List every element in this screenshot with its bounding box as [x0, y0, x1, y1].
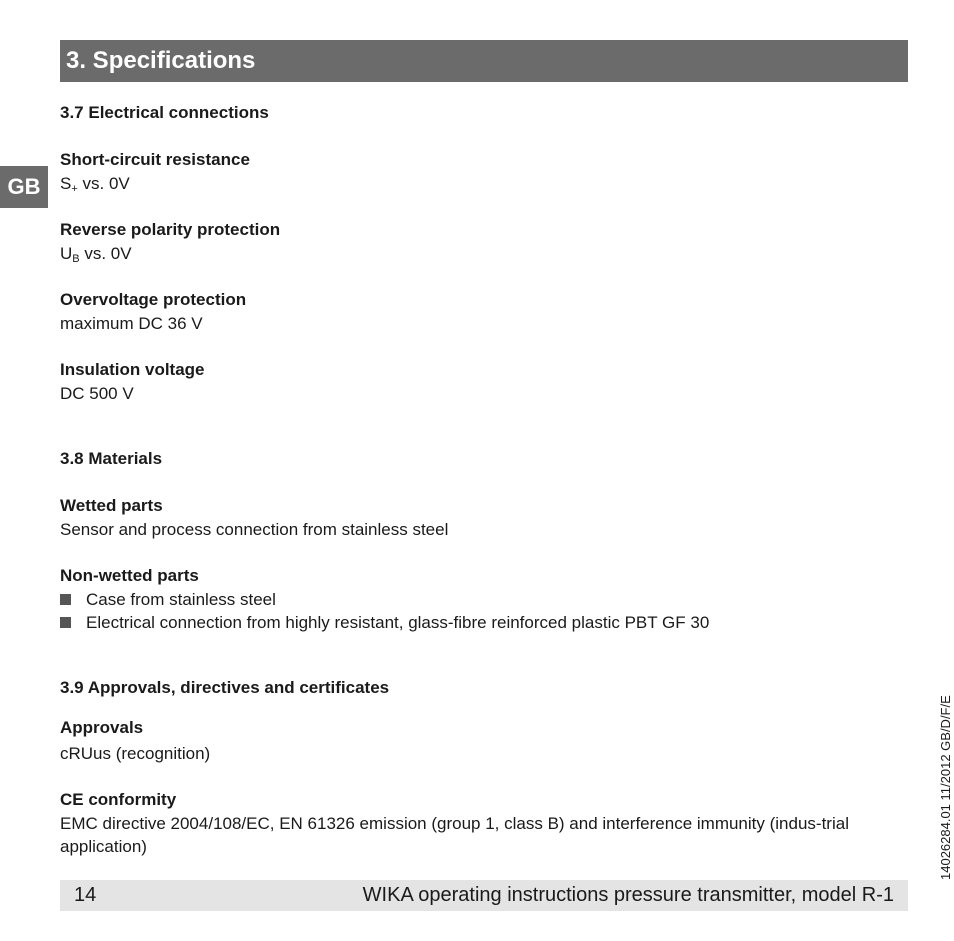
short-circuit-value	[60, 172, 130, 198]
overvoltage-label: Overvoltage protection	[60, 290, 247, 309]
short-circuit-subscript: +	[71, 183, 78, 195]
reverse-polarity-rest: vs. 0V	[79, 244, 132, 263]
reverse-polarity-label: Reverse polarity protection	[60, 220, 281, 239]
footer-title: WIKA operating instructions pressure transmitter, model R-1	[362, 884, 894, 906]
ce-conformity-value: EMC directive 2004/108/EC, EN 61326 emission (group 1, class B) and interference immunity (indus-trial application)	[60, 814, 849, 856]
reverse-polarity-value	[60, 242, 132, 268]
document-code: 14026284.01 11/2012 GB/D/F/E	[938, 695, 953, 880]
insulation-value: DC 500 V	[60, 384, 134, 403]
short-circuit-rest: vs. 0V	[77, 174, 130, 193]
short-circuit-label: Short-circuit resistance	[60, 150, 250, 169]
page-title: 3. Specifications	[60, 40, 908, 82]
page-footer	[60, 880, 908, 911]
wetted-parts-value: Sensor and process connection from stainless steel	[60, 520, 449, 539]
list-item-text: Case from stainless steel	[86, 590, 276, 609]
approvals-label: Approvals	[60, 718, 144, 737]
list-item-text: Electrical connection from highly resistant, glass-fibre reinforced plastic PBT GF 30	[86, 613, 710, 632]
insulation-label: Insulation voltage	[60, 360, 205, 379]
short-circuit-symbol: S	[60, 174, 72, 193]
page-number: 14	[74, 884, 97, 906]
bullet-square-icon	[60, 594, 71, 605]
approvals-value: cRUus (recognition)	[60, 744, 211, 763]
section-3-7-title: 3.7 Electrical connections	[60, 103, 269, 122]
language-tab: GB	[0, 166, 48, 208]
ce-conformity-label: CE conformity	[60, 790, 177, 809]
list-item	[60, 588, 276, 611]
non-wetted-parts-label: Non-wetted parts	[60, 566, 199, 585]
bullet-square-icon	[60, 617, 71, 628]
overvoltage-value: maximum DC 36 V	[60, 314, 203, 333]
reverse-polarity-subscript: B	[72, 253, 80, 265]
list-item	[60, 611, 709, 634]
wetted-parts-label: Wetted parts	[60, 496, 163, 515]
reverse-polarity-symbol: U	[60, 244, 73, 263]
section-3-9-title: 3.9 Approvals, directives and certificates	[60, 678, 390, 697]
section-3-8-title: 3.8 Materials	[60, 449, 163, 468]
